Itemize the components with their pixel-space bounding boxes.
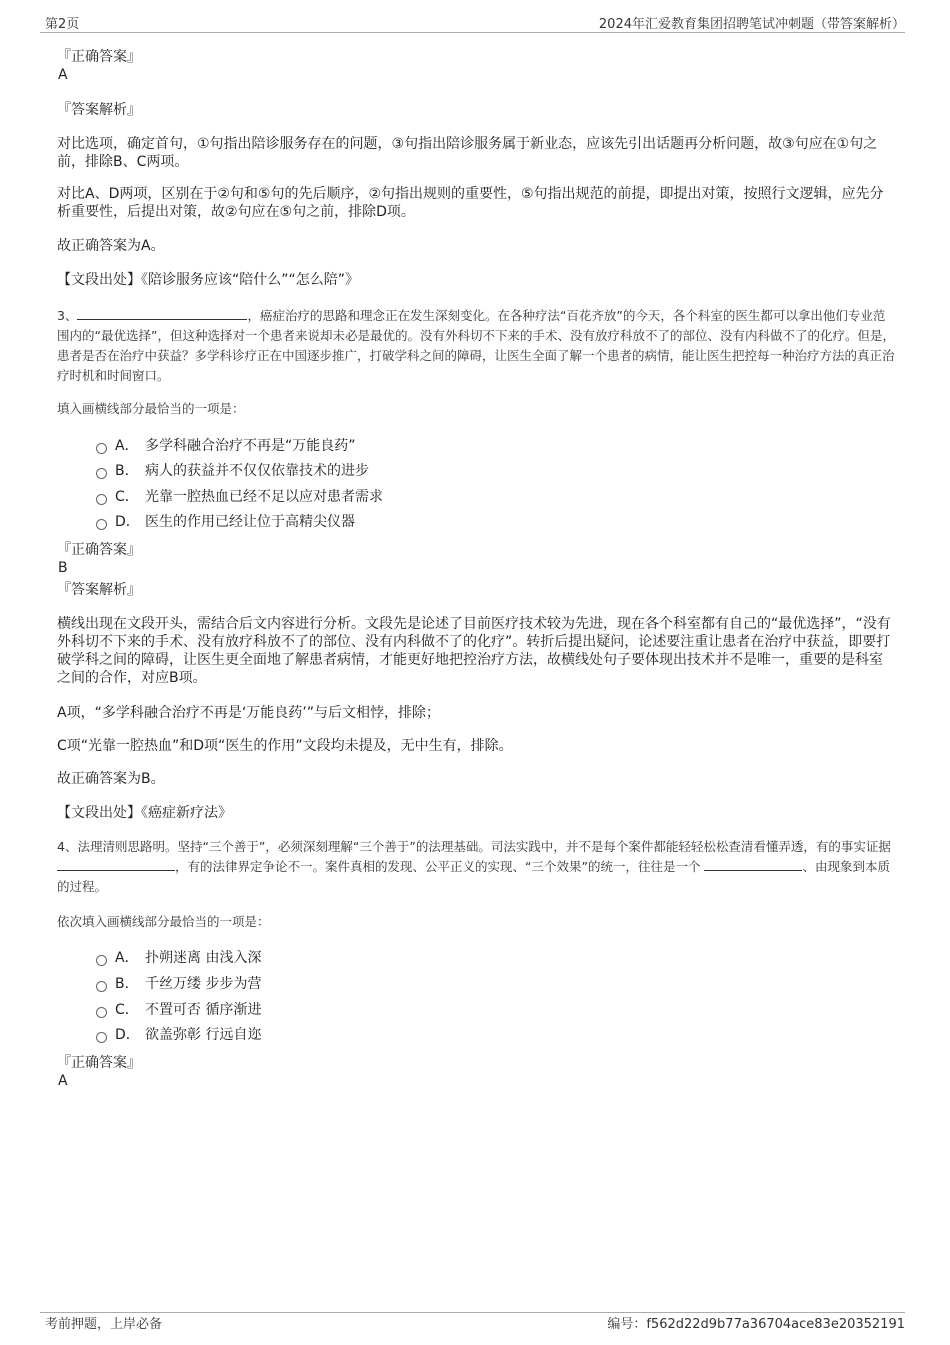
page-number: 第2页 bbox=[45, 17, 80, 32]
option-d[interactable] bbox=[96, 1026, 261, 1044]
radio-icon[interactable] bbox=[96, 519, 107, 530]
option-label: C． bbox=[115, 489, 139, 505]
document-id: 编号：f562d22d9b77a36704ace83e20352191 bbox=[607, 1317, 905, 1332]
option-label: C． bbox=[115, 1002, 139, 1018]
radio-icon[interactable] bbox=[96, 443, 107, 454]
fill-blank bbox=[704, 858, 802, 871]
radio-icon[interactable] bbox=[96, 981, 107, 992]
option-a[interactable] bbox=[96, 949, 261, 967]
radio-icon[interactable] bbox=[96, 955, 107, 966]
analysis-paragraph: A项，“多学科融合治疗不再是‘万能良药’”与后文相悖，排除； bbox=[57, 705, 440, 721]
option-label: B． bbox=[115, 976, 139, 992]
radio-icon[interactable] bbox=[96, 1032, 107, 1043]
question-body: 4、法理清则思路明。坚持“三个善于”，必须深刻理解“三个善于”的法理基础。司法实践中，并不是每个案件都能轻轻松松查清看懂弄透，有的事实证据 bbox=[57, 839, 891, 854]
question-body: ，癌症治疗的思路和理念正在发生深刻变化。在各种疗法“百花齐放”的今天，各个科室的医生都可以拿出他们专业范围内的“最优选择”，但这种选择对一个患者来说却未必是最优的。没有外科切不下来的手术、没有放疗科放不了的部位、没有内科做不了的化疗。但是，患者是否在治疗中获益？多学科诊疗正在中国逐步推广，打破学科之间的障碍，让医生全面了解一个患者的病情，能让医生把控每一种治疗方法的真正治疗时机和时间窗口。 bbox=[57, 308, 895, 383]
answer-label: 『正确答案』 bbox=[57, 542, 141, 558]
question-4-prompt: 依次填入画横线部分最恰当的一项是： bbox=[57, 914, 270, 929]
analysis-paragraph: 对比A、D两项，区别在于②句和⑤句的先后顺序，②句指出规则的重要性，⑤句指出规范的前提，即提出对策，按照行文逻辑，应先分析重要性，后提出对策，故②句应在⑤句之前，排除D项。 bbox=[57, 186, 884, 220]
question-body: ，有的法律界定争论不一。案件真相的发现、公平正义的实现、“三个效果”的统一，往往是一个 bbox=[175, 859, 701, 874]
option-label: D． bbox=[115, 514, 140, 530]
radio-icon[interactable] bbox=[96, 494, 107, 505]
option-text: 光靠一腔热血已经不足以应对患者需求 bbox=[145, 489, 383, 505]
answer-value: A bbox=[58, 1073, 68, 1089]
radio-icon[interactable] bbox=[96, 1007, 107, 1018]
answer-value: B bbox=[58, 560, 68, 576]
fill-blank bbox=[77, 307, 247, 320]
option-b[interactable] bbox=[96, 462, 369, 480]
option-text: 多学科融合治疗不再是“万能良药” bbox=[145, 438, 356, 454]
source-citation: 【文段出处】《癌症新疗法》 bbox=[57, 805, 232, 821]
analysis-paragraph: C项“光靠一腔热血”和D项“医生的作用”文段均未提及，无中生有，排除。 bbox=[57, 738, 513, 754]
question-body: 、由现象到本质的过程。 bbox=[57, 859, 890, 894]
option-c[interactable] bbox=[96, 1001, 261, 1019]
question-number: 3、 bbox=[57, 308, 78, 323]
header-divider bbox=[40, 32, 905, 33]
fill-blank bbox=[57, 858, 175, 871]
analysis-paragraph: 对比选项，确定首句，①句指出陪诊服务存在的问题，③句指出陪诊服务属于新业态，应该先引出话题再分析问题，故③句应在①句之前，排除B、C两项。 bbox=[57, 136, 878, 170]
option-text: 千丝万缕 步步为营 bbox=[145, 976, 262, 992]
answer-value: A bbox=[58, 67, 68, 83]
question-3-prompt: 填入画横线部分最恰当的一项是： bbox=[57, 401, 245, 416]
analysis-conclusion: 故正确答案为B。 bbox=[57, 771, 165, 787]
option-text: 不置可否 循序渐进 bbox=[145, 1002, 262, 1018]
answer-label: 『正确答案』 bbox=[57, 49, 141, 65]
option-b[interactable] bbox=[96, 975, 261, 993]
option-label: B． bbox=[115, 463, 139, 479]
option-label: A． bbox=[115, 438, 139, 454]
option-text: 医生的作用已经让位于高精尖仪器 bbox=[145, 514, 355, 530]
question-3-text bbox=[57, 306, 897, 386]
option-text: 病人的获益并不仅仅依靠技术的进步 bbox=[145, 463, 369, 479]
analysis-conclusion: 故正确答案为A。 bbox=[57, 238, 165, 254]
option-label: D． bbox=[115, 1027, 140, 1043]
option-text: 扑朔迷离 由浅入深 bbox=[145, 950, 262, 966]
footer-slogan: 考前押题，上岸必备 bbox=[45, 1317, 163, 1332]
analysis-label: 『答案解析』 bbox=[57, 582, 141, 598]
radio-icon[interactable] bbox=[96, 468, 107, 479]
option-text: 欲盖弥彰 行远自迩 bbox=[145, 1027, 262, 1043]
question-4-text bbox=[57, 837, 897, 897]
option-a[interactable] bbox=[96, 437, 356, 455]
answer-label: 『正确答案』 bbox=[57, 1055, 141, 1071]
analysis-paragraph: 横线出现在文段开头，需结合后文内容进行分析。文段先是论述了目前医疗技术较为先进，现在各个科室都有自己的“最优选择”，“没有外科切不下来的手术、没有放疗科放不了的部位、没有内科做不了的化疗”。转折后提出疑问，论述要注重让患者在治疗中获益，即要打破学科之间的障碍，让医生更全面地了解患者病情，才能更好地把控治疗方法，故横线处句子要体现出技术并不是唯一，重要的是科室之间的合作，对应B项。 bbox=[57, 616, 891, 686]
option-c[interactable] bbox=[96, 488, 383, 506]
option-label: A． bbox=[115, 950, 139, 966]
document-title: 2024年汇爱教育集团招聘笔试冲刺题（带答案解析） bbox=[598, 17, 905, 32]
source-citation: 【文段出处】《陪诊服务应该“陪什么”“怎么陪”》 bbox=[57, 272, 360, 288]
analysis-label: 『答案解析』 bbox=[57, 102, 141, 118]
option-d[interactable] bbox=[96, 513, 355, 531]
